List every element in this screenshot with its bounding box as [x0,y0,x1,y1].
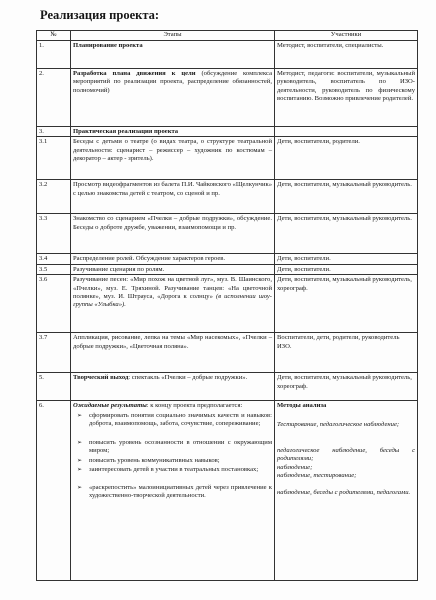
participants-cell: Дети, воспитатели, музыкальный руководитель, хореограф. [275,373,418,401]
method-item: наблюдение, тестирование; [277,472,357,480]
table-row [37,373,418,401]
stage-heading: Творческий выход [73,374,129,382]
participants-cell: Дети, воспитатели. [275,264,418,274]
stage-cell [71,41,275,69]
project-table [36,30,418,581]
table-row [37,41,418,69]
participants-cell: Методист, педагоги: воспитатели, музыкальный руководитель, воспитатель по ИЗО-деятельности, руководитель по физическому воспитанию. Возможно привлечение родителей. [275,69,418,127]
stage-text: : спектакль «Пчелки – добрые подружки». [128,374,248,382]
results-heading: Ожидаемые результаты [73,402,147,410]
row-number: 5. [37,373,71,401]
table-row [37,333,418,373]
col-header-participants: Участники [275,31,418,41]
participants-cell: Дети, воспитатели, музыкальный руководитель, хореограф. [275,275,418,333]
table-row [37,69,418,127]
stage-heading: Планирование проекта [73,42,143,49]
participants-cell [275,127,418,137]
list-item: ➢ повысить уровень осознанности в отношении с окружающим миром; [77,439,272,456]
methods-cell [275,401,418,581]
row-number: 3.7 [37,333,71,373]
results-intro: : к концу проекта предполагается: [146,402,243,410]
method-item: Тестирование, педагогическое наблюдение; [277,420,400,428]
participants-cell: Дети, воспитатели, музыкальный руководитель. [275,214,418,254]
stage-cell: Знакомство со сценарием «Пчелки – добрые подружки», обсуждение. Беседы о доброте дружбе, уважении, взаимопомощи и пр. [71,214,275,254]
list-item: ➢ повысить уровень коммуникативных навыков; [77,457,272,465]
participants-cell: Методист, воспитатели, специалисты. [275,41,418,69]
stage-cell [71,69,275,127]
project-table-container [36,30,418,592]
stage-cell [71,127,275,137]
stage-cell: Просмотр видеофрагментов из балета П.И. Чайковского «Щелкунчик» с целью знакомства детей с театром, со сценой и пр. [71,180,275,214]
table-row [37,264,418,274]
row-number: 1. [37,41,71,69]
results-list [77,412,272,501]
table-header-row [37,31,418,41]
row-number: 3.2 [37,180,71,214]
list-item: ➢ «раскрепостить» малоинициативных детей через привлечение к художественно-творческой деятельности. [77,484,272,501]
stage-cell: Беседы с детьми о театре (о видах театра, о структуре театральной деятельности: сценарист – режиссер – художник по костюмам – декоратор – актер - зритель). [71,137,275,180]
stage-text: Разучивание песен: «Мир похож на цветной луг», муз. В. Шаинского, «Пчелки», муз. Е. Тряхиной. Разучивание танцев: «На цветочной полянке», муз. И. Штрауса, «Дорога к солнцу» [73,276,272,301]
participants-cell: Дети, воспитатели. [275,254,418,264]
list-item: ➢ заинтересовать детей в участии в театральных постановках; [77,466,272,483]
table-row [37,214,418,254]
stage-cell [71,275,275,333]
participants-cell: Дети, воспитатели, музыкальный руководитель. [275,180,418,214]
row-number: 6. [37,401,71,581]
method-item: наблюдение, беседы с родителями, педагогами. [277,489,411,497]
table-row [37,137,418,180]
row-number: 3.1 [37,137,71,180]
results-cell [71,401,275,581]
stage-cell: Разучивание сценария по ролям. [71,264,275,274]
method-item: наблюдение; [277,463,313,471]
table-row [37,254,418,264]
participants-cell: Дети, воспитатели, родители. [275,137,418,180]
stage-cell: Аппликация, рисование, лепка на темы «Мир насекомых», «Пчелки – добрые подружки», «Цветочная поляна». [71,333,275,373]
stage-note: (в исполнении шоу-группы «Улыбка»). [73,293,272,309]
row-number: 3.5 [37,264,71,274]
col-header-stages: Этапы [71,31,275,41]
stage-text: (обсуждение комплекса мероприятий по реализации проекта, распределение обязанностей, полномочий) [73,70,272,94]
section-title: Реализация проекта: [40,8,160,22]
row-number: 3.3 [37,214,71,254]
row-number: 3.6 [37,275,71,333]
col-header-number: № [37,31,71,41]
table-row [37,275,418,333]
table-row [37,127,418,137]
stage-cell: Распределение ролей. Обсуждение характеров героев. [71,254,275,264]
row-number: 2. [37,69,71,127]
row-number: 3. [37,127,71,137]
methods-heading: Методы анализа [277,402,327,410]
method-item: педагогическое наблюдение, беседы с родителями; [277,446,415,463]
participants-cell: Воспитатели, дети, родители, руководитель ИЗО. [275,333,418,373]
row-number: 3.4 [37,254,71,264]
results-row [37,401,418,581]
stage-heading: Практическая реализация проекта [73,128,179,135]
stage-cell [71,373,275,401]
list-item: ➢ сформировать понятия социально значимых качеств и навыков: доброта, взаимопомощь, забота, сочувствие, сопереживание; [77,412,272,438]
table-row [37,180,418,214]
stage-heading: Разработка плана движения к цели [73,70,196,77]
